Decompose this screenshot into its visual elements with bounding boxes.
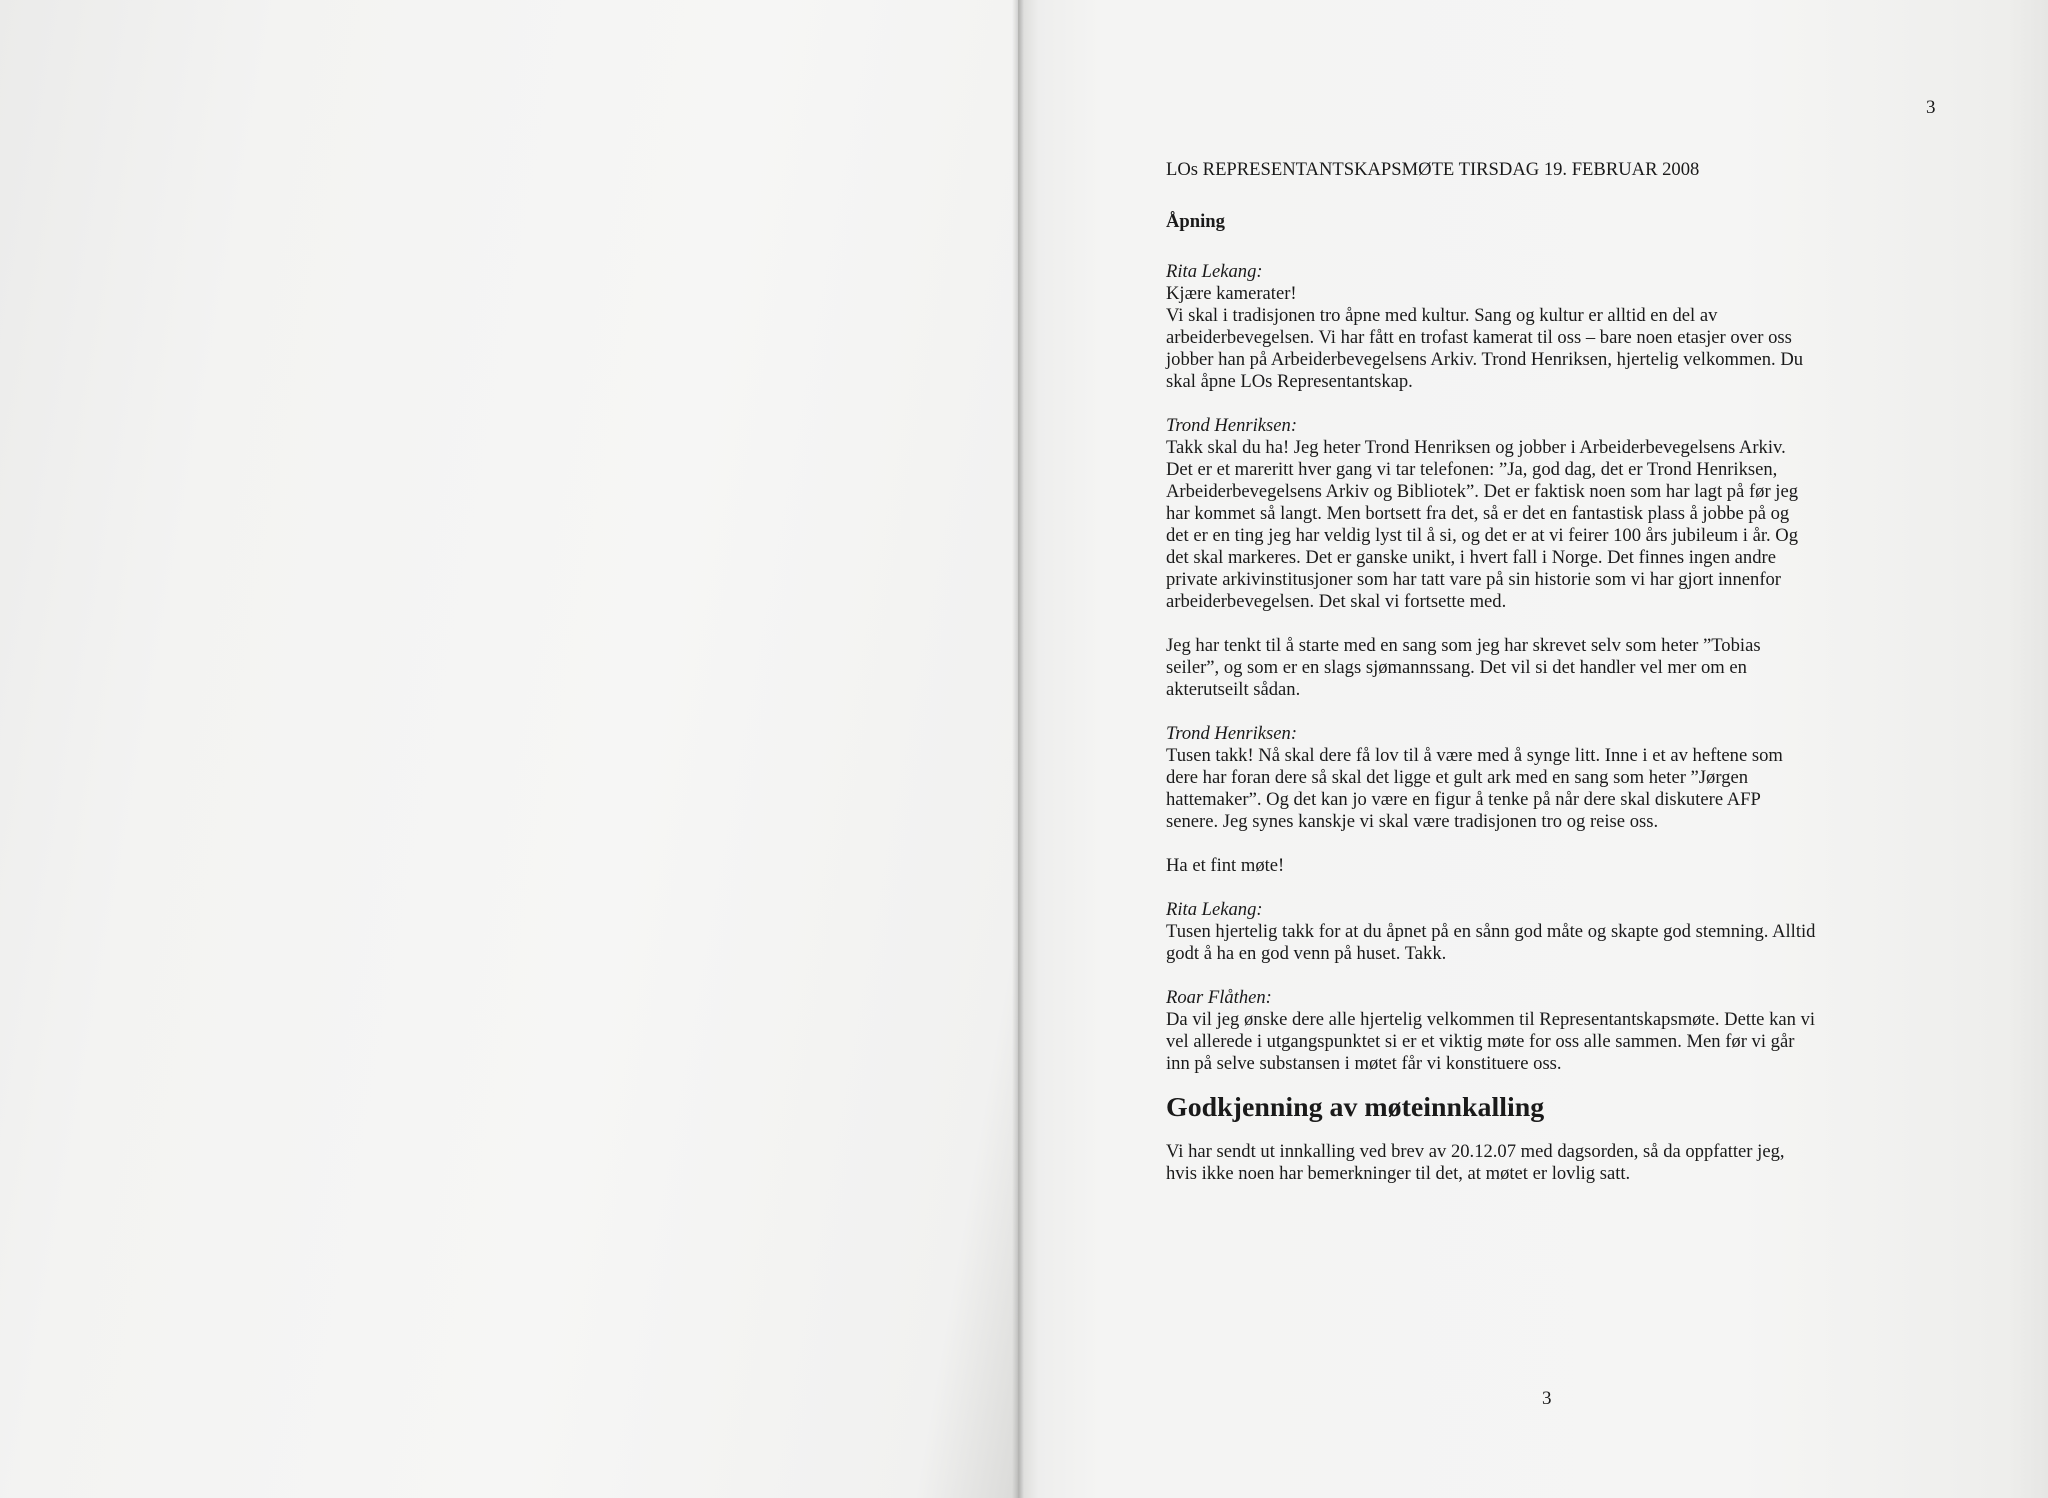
- speech-block-1: [1166, 261, 1816, 393]
- speaker-name: Rita Lekang:: [1166, 899, 1263, 920]
- section-heading-godkjenning: Godkjenning av møteinnkalling: [1166, 1092, 1545, 1123]
- page-number-bottom: 3: [1542, 1388, 1552, 1409]
- speaker-name: Trond Henriksen:: [1166, 723, 1298, 744]
- speaker-name: Roar Flåthen:: [1166, 987, 1272, 1008]
- book-gutter: [1012, 0, 1024, 1498]
- speech-block-4: [1166, 899, 1816, 965]
- speech-text: Tusen hjertelig takk for at du åpnet på en sånn god måte og skapte god stemning. Alltid godt å ha en god venn på huset. Takk.: [1166, 921, 1816, 964]
- page-content: [1166, 159, 1816, 1207]
- speech-text: Kjære kamerater! Vi skal i tradisjonen tro åpne med kultur. Sang og kultur er alltid en del av arbeiderbevegelsen. Vi har fått en trofast kamerat til oss – bare noen etasjer over oss jobber han på Arbeiderbevegelsens Arkiv. Trond Henriksen, hjertelig velkommen. Du skal åpne LOs Representantskap.: [1166, 283, 1804, 392]
- section-heading-apning: Åpning: [1166, 211, 1225, 232]
- speech-block-5: [1166, 987, 1816, 1075]
- speech-text: Da vil jeg ønske dere alle hjertelig velkommen til Representantskapsmøte. Dette kan vi vel allerede i utgangspunktet si er et viktig møte for oss alle sammen. Men før vi går inn på selve substansen i møtet får vi konstituere oss.: [1166, 1009, 1816, 1074]
- page-number-top: 3: [1926, 97, 1936, 118]
- speech-text-2: Jeg har tenkt til å starte med en sang som jeg har skrevet selv som heter ”Tobias seiler”, og som er en slags sjømannssang. Det vil si det handler vel mer om en akterutseilt sådan.: [1166, 635, 1761, 700]
- speech-block-2: [1166, 415, 1816, 701]
- section-text: Vi har sendt ut innkalling ved brev av 20.12.07 med dagsorden, så da oppfatter jeg, hvis ikke noen har bemerkninger til det, at møtet er lovlig satt.: [1166, 1141, 1785, 1184]
- left-page-blank: [0, 0, 1018, 1498]
- closing-line: Ha et fint møte!: [1166, 855, 1285, 876]
- document-title: LOs REPRESENTANTSKAPSMØTE TIRSDAG 19. FEBRUAR 2008: [1166, 159, 1700, 180]
- speech-text: Tusen takk! Nå skal dere få lov til å være med å synge litt. Inne i et av heftene som dere har foran dere så skal det ligge et gult ark med en sang som heter ”Jørgen hattemaker”. Og det kan jo være en figur å tenke på når dere skal diskutere AFP senere. Jeg synes kanskje vi skal være tradisjonen tro og reise oss.: [1166, 745, 1783, 832]
- speech-text: Takk skal du ha! Jeg heter Trond Henriksen og jobber i Arbeiderbevegelsens Arkiv. Det er et mareritt hver gang vi tar telefonen: ”Ja, god dag, det er Trond Henriksen, Arbeiderbevegelsens Arkiv og Bibliotek”. Det er faktisk noen som har lagt på før jeg har kommet så langt. Men bortsett fra det, så er det en fantastisk plass å jobbe på og det er en ting jeg har veldig lyst til å si, og det er at vi feirer 100 års jubileum i år. Og det skal markeres. Det er ganske unikt, i hvert fall i Norge. Det finnes ingen andre private arkivinstitusjoner som har tatt vare på sin historie som vi har gjort innenfor arbeiderbevegelsen. Det skal vi fortsette med.: [1166, 437, 1799, 612]
- speech-block-3: [1166, 723, 1816, 833]
- speaker-name: Trond Henriksen:: [1166, 415, 1298, 436]
- speaker-name: Rita Lekang:: [1166, 261, 1263, 282]
